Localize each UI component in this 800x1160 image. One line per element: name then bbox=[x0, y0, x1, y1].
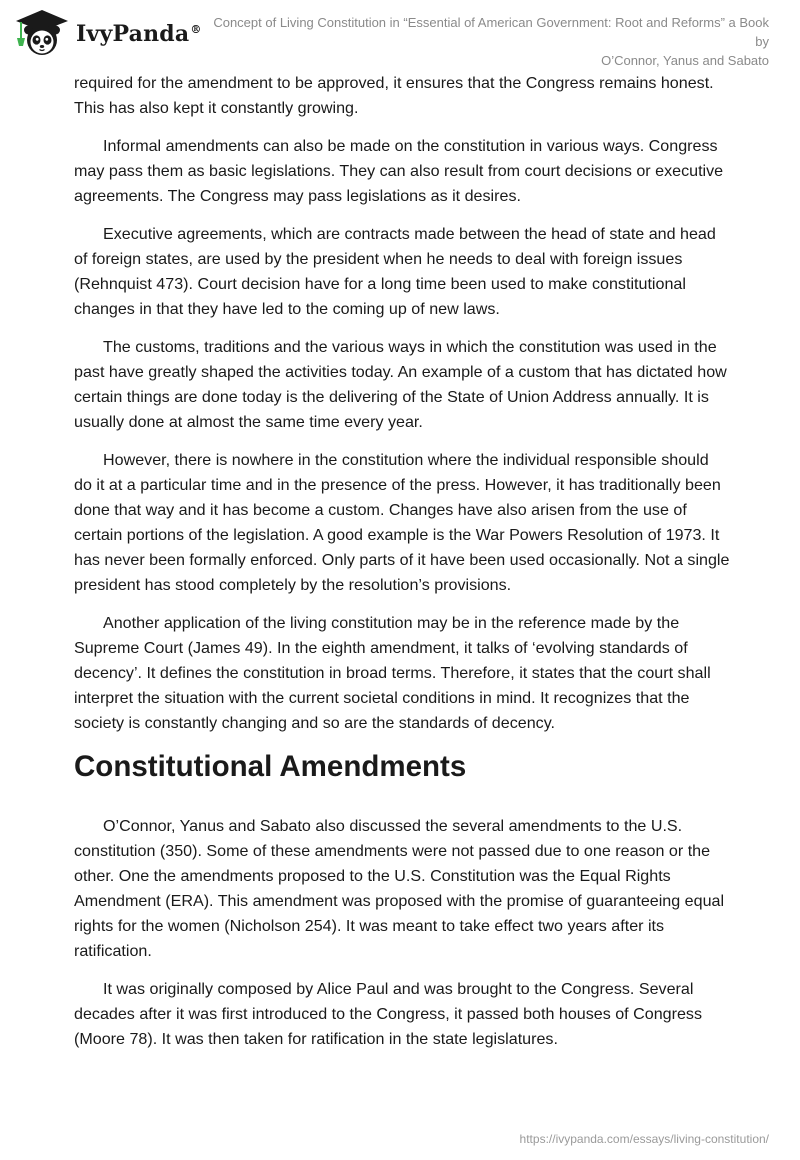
document-title bbox=[209, 13, 769, 70]
paragraph-4: The customs, traditions and the various ways in which the constitution was used in the past have greatly shaped the activities today. An example of a custom that has dictated how certain things are done today is the delivering of the State of Union Address annually. It is usually done at almost the same time every year. bbox=[74, 338, 727, 431]
ivypanda-logo[interactable] bbox=[14, 8, 224, 58]
document-title-line-2: O’Connor, Yanus and Sabato bbox=[601, 53, 769, 68]
paragraph-3: Executive agreements, which are contracts made between the head of state and head of foreign states, are used by the president when he needs to deal with foreign issues (Rehnquist 473). Court decision have for a long time been used to make constitutional changes in that they have led to the coming up of new laws. bbox=[74, 225, 716, 318]
essay-body bbox=[74, 71, 730, 1065]
registered-mark: ® bbox=[190, 22, 202, 36]
brand-text: IvyPanda bbox=[76, 21, 190, 47]
document-title-line-1: Concept of Living Constitution in “Essential of American Government: Root and Reforms” a Book by bbox=[213, 15, 769, 49]
source-url[interactable]: https://ivypanda.com/essays/living-constitution/ bbox=[519, 1132, 769, 1146]
paragraph-1: required for the amendment to be approved, it ensures that the Congress remains honest. This has also kept it constantly growing. bbox=[74, 74, 714, 117]
paragraph-5: However, there is nowhere in the constitution where the individual responsible should do it at a particular time and in the presence of the press. However, it has traditionally been done that way and it has become a custom. Changes have also arisen from the use of certain portions of the legislation. A good example is the War Powers Resolution of 1973. It has never been formally enforced. Only parts of it have been used occasionally. Not a single president has stood completely by the resolution’s provisions. bbox=[74, 451, 730, 594]
section-heading: Constitutional Amendments bbox=[74, 750, 467, 783]
paragraph-7: O’Connor, Yanus and Sabato also discussed the several amendments to the U.S. constitution (350). Some of these amendments were not passed due to one reason or the other. One the amendments proposed to the U.S. Constitution was the Equal Rights Amendment (ERA). This amendment was proposed with the promise of guaranteeing equal rights for the women (Nicholson 254). It was meant to take effect two years after its ratification. bbox=[74, 817, 725, 960]
panda-graduate-icon bbox=[14, 8, 70, 58]
paragraph-8: It was originally composed by Alice Paul and was brought to the Congress. Several decades after it was first introduced to the Congress, it passed both houses of Congress (Moore 78). It was then taken for ratification in the state legislatures. bbox=[74, 980, 703, 1048]
paragraph-6: Another application of the living constitution may be in the reference made by the Supreme Court (James 49). In the eighth amendment, it talks of ‘evolving standards of decency’. It defines the constitution in broad terms. Therefore, it states that the court shall interpret the situation with the current societal conditions in mind. It recognizes that the society is constantly changing and so are the standards of decency. bbox=[74, 614, 711, 732]
brand-name bbox=[76, 21, 202, 47]
paragraph-2: Informal amendments can also be made on the constitution in various ways. Congress may pass them as basic legislations. They can also result from court decisions or executive agreements. The Congress may pass legislations as it desires. bbox=[74, 137, 724, 205]
page-header bbox=[0, 0, 800, 70]
